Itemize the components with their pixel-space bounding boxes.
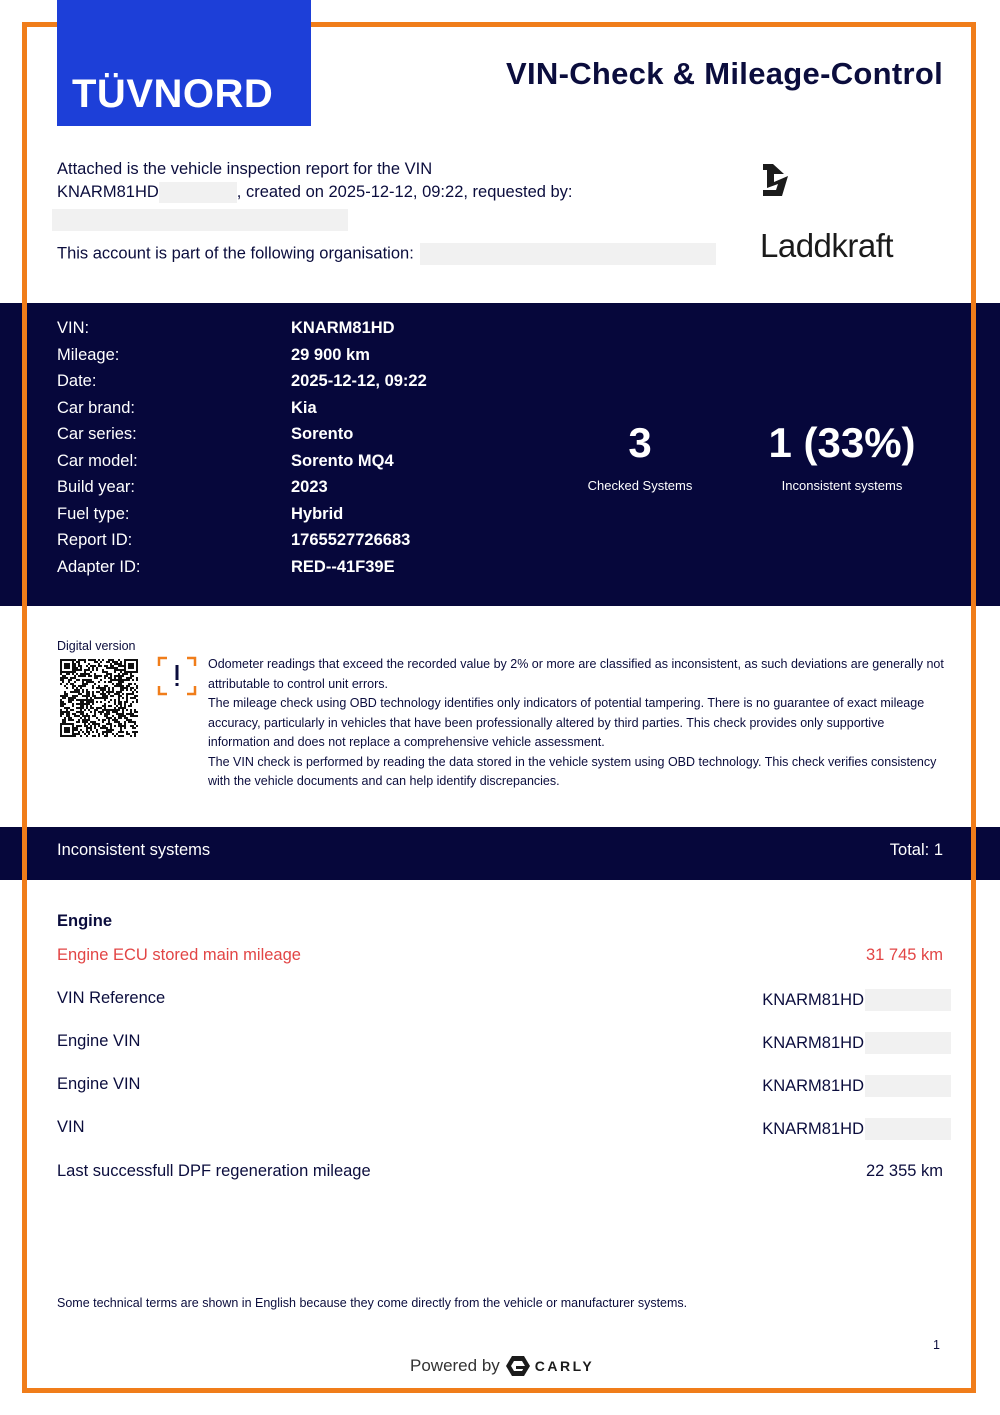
intro-text: [57, 158, 657, 231]
logo-text: TÜVNORD: [72, 72, 274, 116]
carly-logo-icon: [505, 1354, 531, 1378]
row-key: Last successfull DPF regeneration mileage: [57, 1162, 371, 1180]
value-build-year: 2023: [291, 478, 328, 496]
page-number: 1: [933, 1338, 940, 1352]
organisation-line: [57, 243, 716, 265]
table-row: [57, 1075, 943, 1099]
row-value: 31 745 km: [865, 946, 943, 964]
label-report-id: Report ID:: [57, 531, 133, 549]
powered-by-carly: [410, 1354, 594, 1378]
row-value-text: KNARM81HD: [762, 1119, 864, 1138]
qr-code[interactable]: [60, 658, 138, 738]
inconsistent-systems-band: [0, 827, 1000, 880]
carly-wordmark: CARLY: [534, 1358, 595, 1374]
note-vin-check: The VIN check is performed by reading the data stored in the vehicle system using OBD technology. This check verifies consistency with the vehicle documents and can help identify discrepancies.: [208, 754, 937, 788]
redacted-vin-suffix: [865, 1075, 951, 1097]
table-row: [57, 989, 943, 1013]
value-vin: KNARM81HD: [291, 319, 395, 337]
note-mileage-check: The mileage check using OBD technology identifies only indicators of potential tampering. There is no guarantee of exact mileage accuracy, particularly in vehicles that have been professionally altered by third parties. This check provides only supportive information and does not replace a comprehensive vehicle assessment.: [208, 696, 925, 749]
label-car-brand: Car brand:: [57, 398, 135, 417]
engine-section-title: Engine: [57, 912, 113, 930]
checked-systems-value: 3: [628, 419, 652, 466]
label-car-series: Car series:: [57, 425, 137, 443]
inconsistent-systems-title: Inconsistent systems: [57, 841, 211, 859]
redacted-vin-suffix: [865, 1032, 951, 1054]
row-key: VIN Reference: [57, 989, 166, 1007]
label-adapter-id: Adapter ID:: [57, 557, 141, 576]
value-mileage: 29 900 km: [291, 345, 370, 364]
intro-line-3: [57, 208, 657, 231]
digital-version-label: Digital version: [57, 639, 136, 653]
footnote: Some technical terms are shown in English because they come directly from the vehicle or manufacturer systems.: [57, 1296, 688, 1310]
value-report-id: 1765527726683: [291, 531, 411, 549]
label-build-year: Build year:: [57, 478, 135, 496]
redacted-requester: [52, 209, 348, 231]
vehicle-values: [291, 318, 427, 583]
intro-line-2: [57, 181, 657, 204]
checked-systems-label: Checked Systems: [587, 478, 693, 493]
intro-vin: KNARM81HD: [57, 183, 159, 201]
disclaimer-notes: [208, 655, 948, 792]
row-key: Engine VIN: [57, 1032, 141, 1050]
vehicle-info-band: [0, 303, 1000, 606]
laddkraft-wordmark: Laddkraft: [760, 227, 894, 264]
table-row: [57, 1032, 943, 1056]
table-row: [57, 946, 943, 970]
value-adapter-id: RED--41F39E: [291, 557, 395, 576]
page-title: VIN-Check & Mileage-Control: [506, 56, 943, 91]
row-value: [762, 1032, 943, 1054]
row-value-text: KNARM81HD: [762, 990, 864, 1009]
value-car-brand: Kia: [291, 398, 317, 417]
value-car-series: Sorento: [291, 425, 354, 443]
note-odometer: Odometer readings that exceed the recorded value by 2% or more are classified as inconsistent, as such deviations are generally not attributable to control unit errors.: [208, 657, 944, 691]
inconsistent-systems-total: Total: 1: [889, 841, 943, 859]
row-key: Engine ECU stored main mileage: [57, 946, 301, 964]
row-value-text: KNARM81HD: [762, 1033, 864, 1052]
organisation-label: This account is part of the following organisation:: [57, 244, 414, 263]
checked-systems-stat: [580, 419, 700, 493]
row-value: [762, 1075, 943, 1097]
value-fuel-type: Hybrid: [291, 504, 344, 523]
inconsistent-systems-value: 1 (33%): [768, 419, 916, 466]
table-row: [57, 1118, 943, 1142]
redacted-vin-suffix: [159, 182, 237, 203]
row-key: Engine VIN: [57, 1075, 141, 1093]
redacted-vin-suffix: [865, 1118, 951, 1140]
label-vin: VIN:: [57, 319, 90, 337]
redacted-vin-suffix: [865, 989, 951, 1011]
row-value: [762, 989, 943, 1011]
tuv-nord-logo: [57, 0, 311, 126]
laddkraft-bolt-icon: [760, 162, 792, 200]
row-value: [762, 1118, 943, 1140]
label-fuel-type: Fuel type:: [57, 504, 130, 523]
warning-icon: [157, 656, 197, 696]
value-car-model: Sorento MQ4: [291, 451, 394, 470]
intro-line-1: Attached is the vehicle inspection report for the VIN: [57, 160, 433, 178]
row-value-text: KNARM81HD: [762, 1076, 864, 1095]
inconsistent-systems-label: Inconsistent systems: [781, 478, 903, 493]
label-car-model: Car model:: [57, 451, 138, 470]
row-value: 22 355 km: [865, 1162, 943, 1180]
intro-created: , created on 2025-12-12, 09:22, requested by:: [236, 183, 573, 201]
table-row: [57, 1162, 943, 1186]
label-mileage: Mileage:: [57, 345, 120, 364]
vehicle-labels: [57, 318, 140, 583]
inconsistent-systems-stat: [752, 419, 932, 493]
label-date: Date:: [57, 372, 97, 390]
redacted-organisation: [420, 243, 716, 265]
powered-by-label: Powered by: [410, 1356, 500, 1375]
value-date: 2025-12-12, 09:22: [291, 372, 427, 390]
row-key: VIN: [57, 1118, 85, 1136]
